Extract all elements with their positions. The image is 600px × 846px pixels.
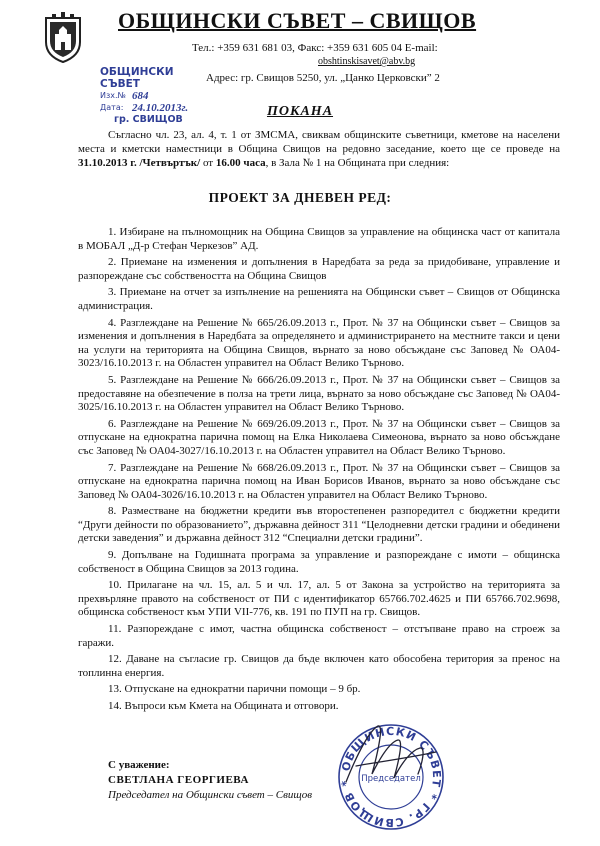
seal-inner-text: Председател <box>361 774 421 784</box>
agenda-item: 1. Избиране на пълномощник на Община Свищов за управление на общинска част от капитала в МОБАЛ „Д-р Стефан Черкезов” АД. <box>78 226 560 252</box>
stamp-outgoing-row <box>100 90 204 102</box>
stamp-council-name: ОБЩИНСКИ СЪВЕТ <box>100 66 174 90</box>
agenda-item: 14. Въпроси към Кмета на Общината и отговори. <box>108 700 339 712</box>
contact-line: Тел.: +359 631 681 03, Факс: +359 631 605 04 E-mail: <box>192 42 438 54</box>
session-time: 16.00 часа <box>215 157 266 170</box>
session-date: 31.10.2013 г. /Четвъртък/ <box>78 157 201 170</box>
agenda-item: 9. Допълване на Годишната програма за управление и разпореждане с имоти – общинска собственост в Община Свищов за 2013 година. <box>78 549 560 575</box>
agenda-item: 2. Приемане на изменения и допълнения в Наредбата за реда за придобиване, управление и разпореждане със собствеността на Община Свищов <box>78 256 560 282</box>
invitation-text <box>78 128 560 171</box>
agenda-item: 13. Отпускане на еднократни парични помощи – 9 бр. <box>108 683 361 696</box>
agenda-item: 6. Разглеждане на Решение № 669/26.09.2013 г., Прот. № 37 на Общински съвет – Свищов за отпускане на еднократна парична помощ на Елка Николаева Симеонова, върнато за ново обсъждане със Заповед № ОА04-3027/16.10.2013 г. на Областен управител на Област Велико Търново. <box>78 417 560 457</box>
email-link[interactable]: obshtinskisavet@abv.bg <box>318 56 416 67</box>
address-line: Адрес: гр. Свищов 5250, ул. „Цанко Церковски” 2 <box>206 72 440 84</box>
signatory-name: СВЕТЛАНА ГЕОРГИЕВА <box>108 774 249 786</box>
municipal-crest-icon <box>42 12 84 64</box>
handwritten-signature-icon <box>328 712 444 806</box>
intro-text-a: Съгласно чл. 23, ал. 4, т. 1 от ЗМСМА, свиквам общинските съветници, кметове на населени места и кметски наместници в Община Свищов на редовно заседание, което ще се проведе на <box>78 129 560 156</box>
signatory-role: Председател на Общински съвет – Свищов <box>108 789 313 801</box>
agenda-list <box>78 226 560 717</box>
agenda-item: 11. Разпореждане с имот, частна общинска собственост – отстъпване право на строеж за гаражи. <box>78 623 560 649</box>
council-title: ОБЩИНСКИ СЪВЕТ – СВИЩОВ <box>118 8 477 33</box>
stamp-city: гр. СВИЩОВ <box>114 114 183 125</box>
intro-text-b: от <box>200 157 216 170</box>
agenda-item: 3. Приемане на отчет за изпълнение на решенията на Общински съвет – Свищов от Общинска администрация. <box>78 286 560 312</box>
agenda-item: 12. Даване на съгласие гр. Свищов да бъде включен като обособена територия за пренос на топлинна енергия. <box>78 653 560 679</box>
stamp-outgoing-number: 684 <box>132 90 149 102</box>
agenda-item: 7. Разглеждане на Решение № 668/26.09.2013 г., Прот. № 37 на Общински съвет – Свищов за отпускане на еднократна парична помощ на Иван Борисов Иванов, върнато за ново обсъждане със Заповед № ОА04-3026/16.10.2013 г. на Областен управител на Област Велико Търново. <box>78 461 560 501</box>
stamp-outgoing-label: Изх.№ <box>100 91 126 100</box>
stamp-date-value: 24.10.2013г. <box>132 102 189 114</box>
stamp-date-label: Дата: <box>100 103 124 112</box>
agenda-item: 10. Прилагане на чл. 15, ал. 5 и чл. 17, ал. 5 от Закона за устройство на територията за прехвърляне правото на собственост от ПИ с идентификатор 65766.702.4625 и ПИ 65766.702.9698, общинска собственост към УПИ VII-776, кв. 191 по ПУП на гр. Свищов. <box>78 579 560 619</box>
agenda-heading: ПРОЕКТ ЗА ДНЕВЕН РЕД: <box>208 190 392 205</box>
agenda-item: 4. Разглеждане на Решение № 665/26.09.2013 г., Прот. № 37 на Общински съвет – Свищов за изменения и допълнения в Наредбата за определянето и администрирането на местните такси и цени на услуги на територията на Община Свищов, върнато за ново обсъждане със Заповед № ОА04-3023/16.10.2013 г. на Областен управител на Област Велико Търново. <box>78 316 560 370</box>
agenda-item: 8. Разместване на бюджетни кредити във второстепенен разпоредител с бюджетни кредити “Други дейности по образованието”, държавна дейност 311 “Целодневни детски градини и обединени детски заведения” и държавна дейност 312 “Специални детски градини”. <box>78 505 560 545</box>
agenda-item: 5. Разглеждане на Решение № 666/26.09.2013 г., Прот. № 37 на Общински съвет – Свищов за предоставяне на обезпечение в полза на трети лица, върнато за ново обсъждане със Заповед № ОА04-3025/16.10.2013 г. на Областен управител на Област Велико Търново. <box>78 373 560 414</box>
intro-text-c: , в Зала № 1 на Общината при следния: <box>265 157 450 170</box>
invitation-heading: ПОКАНА <box>266 104 334 119</box>
closing-text: С уважение: <box>108 759 170 771</box>
seal-outer-text: ОБЩИНСКИ СЪВЕТ * ГР. СВИЩОВ * <box>339 724 444 830</box>
